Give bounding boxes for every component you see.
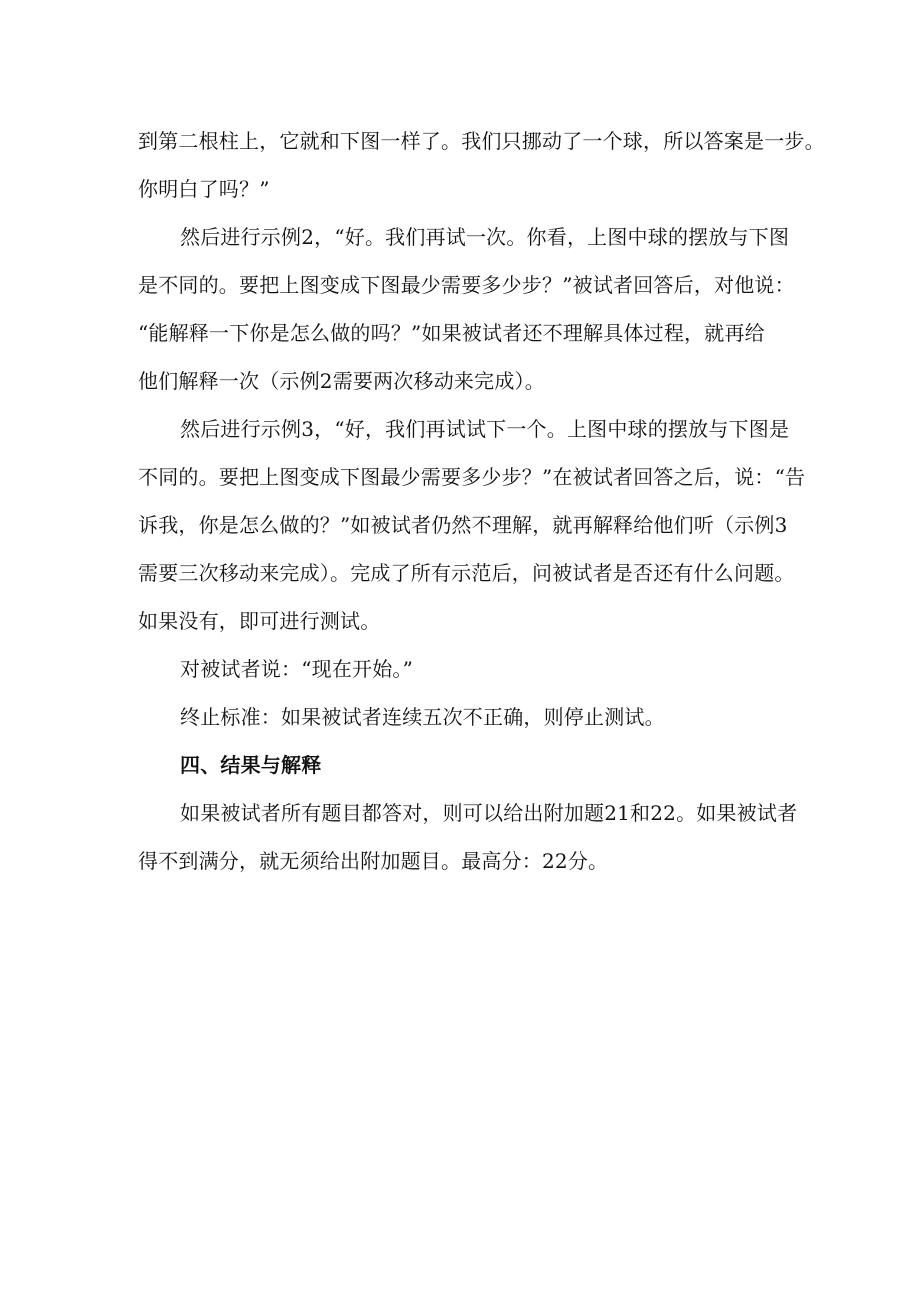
- paragraph-3-line-3: 诉我，你是怎么做的？”如被试者仍然不理解，就再解释给他们听（示例3: [138, 513, 788, 537]
- section-heading: 四、结果与解释: [180, 753, 322, 777]
- paragraph-1-line-1: 到第二根柱上，它就和下图一样了。我们只挪动了一个球，所以答案是一步。: [138, 129, 825, 153]
- paragraph-2-line-2: 是不同的。要把上图变成下图最少需要多少步？”被试者回答后，对他说：: [138, 273, 795, 297]
- paragraph-3-line-2: 不同的。要把上图变成下图最少需要多少步？”在被试者回答之后，说：“告: [138, 465, 806, 489]
- paragraph-3-line-4: 需要三次移动来完成）。完成了所有示范后，问被试者是否还有什么问题。: [138, 561, 795, 585]
- paragraph-6-line-2: 得不到满分，就无须给出附加题目。最高分：22分。: [138, 849, 609, 873]
- paragraph-5-line-1: 终止标准：如果被试者连续五次不正确，则停止测试。: [180, 705, 665, 729]
- paragraph-1-line-2: 你明白了吗？”: [138, 177, 270, 201]
- paragraph-4-line-1: 对被试者说：“现在开始。”: [180, 657, 414, 681]
- paragraph-2-line-3: “能解释一下你是怎么做的吗？”如果被试者还不理解具体过程，就再给: [138, 321, 765, 345]
- paragraph-2-line-4: 他们解释一次（示例2需要两次移动来完成）。: [138, 369, 545, 393]
- document-body: [138, 117, 825, 885]
- paragraph-3-line-5: 如果没有，即可进行测试。: [138, 609, 381, 633]
- paragraph-2-line-1: 然后进行示例2，“好。我们再试一次。你看，上图中球的摆放与下图: [180, 225, 790, 249]
- paragraph-3-line-1: 然后进行示例3，“好，我们再试试下一个。上图中球的摆放与下图是: [180, 417, 790, 441]
- paragraph-6-line-1: 如果被试者所有题目都答对，则可以给出附加题21和22。如果被试者: [180, 801, 798, 825]
